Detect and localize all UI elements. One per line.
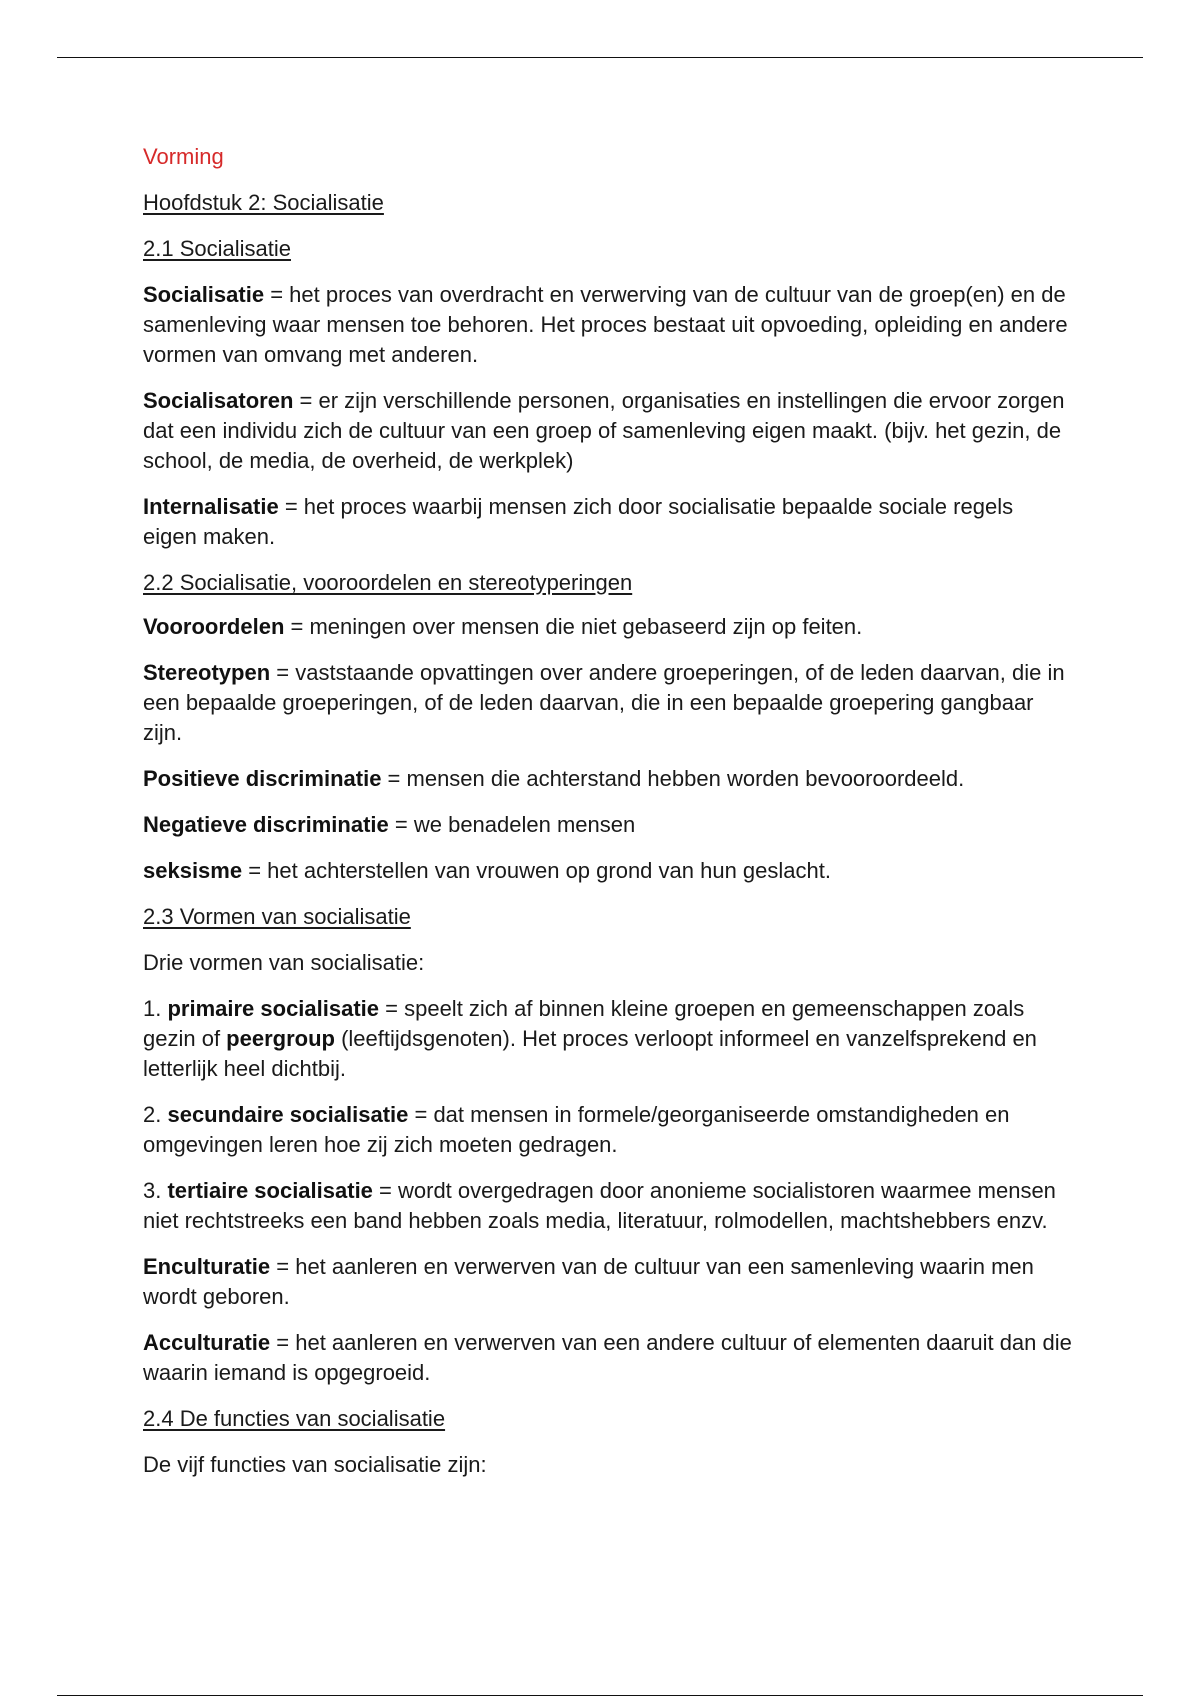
- definition-socialisatie: [143, 280, 1073, 370]
- definition-term: Socialisatie: [143, 282, 265, 307]
- list-item-primaire-socialisatie: [143, 994, 1073, 1084]
- definition-positieve-discriminatie: [143, 764, 1073, 794]
- definition-term-inline: peergroup: [226, 1026, 335, 1051]
- definition-term: Socialisatoren: [143, 388, 294, 413]
- definition-term: Vooroordelen: [143, 614, 285, 639]
- definition-term: Acculturatie: [143, 1330, 271, 1355]
- definition-term: Positieve discriminatie: [143, 766, 382, 791]
- bottom-rule: [57, 1695, 1143, 1696]
- section-heading-2-1: 2.1 Socialisatie: [143, 236, 291, 261]
- list-item-secundaire-socialisatie: [143, 1100, 1073, 1160]
- top-rule: [57, 57, 1143, 58]
- list-number: 2.: [143, 1102, 168, 1127]
- definition-text: (leeftijdsgenoten). Het proces verloopt informeel en vanzelfsprekend en letterlijk heel dichtbij.: [143, 1026, 1037, 1081]
- definition-stereotypen: [143, 658, 1073, 748]
- definition-enculturatie: [143, 1252, 1073, 1312]
- definition-term: seksisme: [143, 858, 243, 883]
- definition-term: tertiaire socialisatie: [167, 1178, 373, 1203]
- definition-term: primaire socialisatie: [167, 996, 380, 1021]
- definition-acculturatie: [143, 1328, 1073, 1388]
- chapter-heading: Hoofdstuk 2: Socialisatie: [143, 190, 384, 215]
- definition-text: = het proces van overdracht en verwerving van de cultuur van de groep(en) en de samenleving waar mensen toe behoren. Het proces bestaat uit opvoeding, opleiding en andere vormen van omvang met anderen.: [143, 282, 1068, 367]
- definition-text: = meningen over mensen die niet gebaseerd zijn op feiten.: [284, 614, 863, 639]
- section-intro: Drie vormen van socialisatie:: [143, 950, 425, 975]
- definition-text: = het aanleren en verwerven van een andere cultuur of elementen daaruit dan die waarin iemand is opgegroeid.: [143, 1330, 1072, 1385]
- definition-vooroordelen: [143, 612, 1073, 642]
- definition-socialisatoren: [143, 386, 1073, 476]
- section-heading-2-3: 2.3 Vormen van socialisatie: [143, 904, 411, 929]
- definition-term: Negatieve discriminatie: [143, 812, 389, 837]
- definition-term: Stereotypen: [143, 660, 271, 685]
- section-intro: De vijf functies van socialisatie zijn:: [143, 1452, 487, 1477]
- definition-text: = het achterstellen van vrouwen op grond van hun geslacht.: [242, 858, 831, 883]
- list-number: 3.: [143, 1178, 168, 1203]
- definition-text: = het proces waarbij mensen zich door socialisatie bepaalde sociale regels eigen maken.: [143, 494, 1014, 549]
- definition-term: Internalisatie: [143, 494, 279, 519]
- definition-text: = er zijn verschillende personen, organisaties en instellingen die ervoor zorgen dat een individu zich de cultuur van een groep of samenleving eigen maakt. (bijv. het gezin, de school, de media, de overheid, de werkplek): [143, 388, 1065, 473]
- definition-text: = het aanleren en verwerven van de cultuur van een samenleving waarin men wordt geboren.: [143, 1254, 1034, 1309]
- list-number: 1.: [143, 996, 168, 1021]
- section-heading-2-4: 2.4 De functies van socialisatie: [143, 1406, 446, 1431]
- definition-negatieve-discriminatie: [143, 810, 1073, 840]
- definition-text: = we benadelen mensen: [388, 812, 636, 837]
- definition-text: = dat mensen in formele/georganiseerde omstandigheden en omgevingen leren hoe zij zich moeten gedragen.: [143, 1102, 1010, 1157]
- definition-text: = mensen die achterstand hebben worden bevooroordeeld.: [381, 766, 965, 791]
- definition-text: = wordt overgedragen door anonieme socialistoren waarmee mensen niet rechtstreeks een band hebben zoals media, literatuur, rolmodellen, machtshebbers enzv.: [143, 1178, 1056, 1233]
- document-title: Vorming: [143, 144, 224, 169]
- definition-seksisme: [143, 856, 1073, 886]
- definition-term: secundaire socialisatie: [167, 1102, 409, 1127]
- document-body: [143, 142, 1073, 1496]
- section-heading-2-2: 2.2 Socialisatie, vooroordelen en stereotyperingen: [143, 570, 633, 595]
- definition-text: = vaststaande opvattingen over andere groeperingen, of de leden daarvan, die in een bepaalde groeperingen, of de leden daarvan, die in een bepaalde groepering gangbaar zijn.: [143, 660, 1065, 745]
- definition-term: Enculturatie: [143, 1254, 271, 1279]
- list-item-tertiaire-socialisatie: [143, 1176, 1073, 1236]
- definition-text: = speelt zich af binnen kleine groepen en gemeenschappen zoals gezin of: [143, 996, 1025, 1051]
- definition-internalisatie: [143, 492, 1073, 552]
